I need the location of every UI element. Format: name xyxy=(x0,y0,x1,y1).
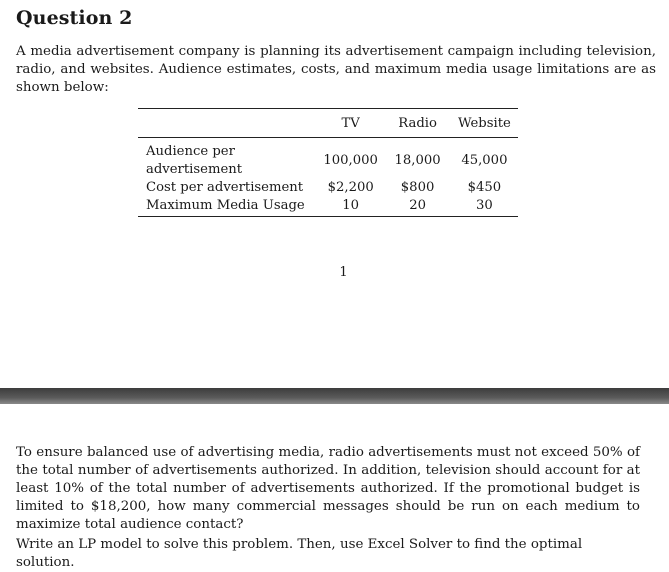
table-header-empty xyxy=(138,109,317,138)
cell-radio: $800 xyxy=(400,180,435,195)
table-row xyxy=(138,197,518,217)
cell-tv: $2,200 xyxy=(327,180,374,195)
table-row xyxy=(138,138,518,180)
table-header-tv: TV xyxy=(317,109,384,138)
intro-paragraph: A media advertisement company is planning its advertisement campaign including television, radio, and websites. Audience estimates, costs, and maximum media usage limitations are as shown below: xyxy=(16,44,656,95)
media-table xyxy=(138,108,518,217)
cell-website: 30 xyxy=(451,197,518,217)
table-header-website: Website xyxy=(451,109,518,138)
cell-tv: 100,000 xyxy=(323,153,378,168)
row-label: Maximum Media Usage xyxy=(138,197,317,217)
page-number: 1 xyxy=(339,265,348,280)
cell-radio: 18,000 xyxy=(394,153,441,168)
cell-website: 45,000 xyxy=(461,153,508,168)
cell-radio: 20 xyxy=(384,197,450,217)
table-header-row xyxy=(138,109,518,138)
cell-website: $450 xyxy=(467,180,502,195)
constraints-paragraph: To ensure balanced use of advertising media, radio advertisements must not exceed 50% of the total number of advertisements authorized. In addition, television should account for at least 10% of the total number of advertisements authorized. If the promotional budget is limited to $18,200, how many commercial messages should be run on each medium to maximize total audience contact? xyxy=(16,445,640,532)
question-heading: Question 2 xyxy=(16,7,133,29)
row-label: Audience per advertisement xyxy=(146,144,243,177)
page-break-divider xyxy=(0,388,669,404)
row-label: Cost per advertisement xyxy=(146,180,304,195)
task-paragraph: Write an LP model to solve this problem. Then, use Excel Solver to find the optimal solution. xyxy=(16,537,583,570)
table-header-radio: Radio xyxy=(384,109,450,138)
cell-tv: 10 xyxy=(317,197,384,217)
table-row xyxy=(138,179,518,197)
